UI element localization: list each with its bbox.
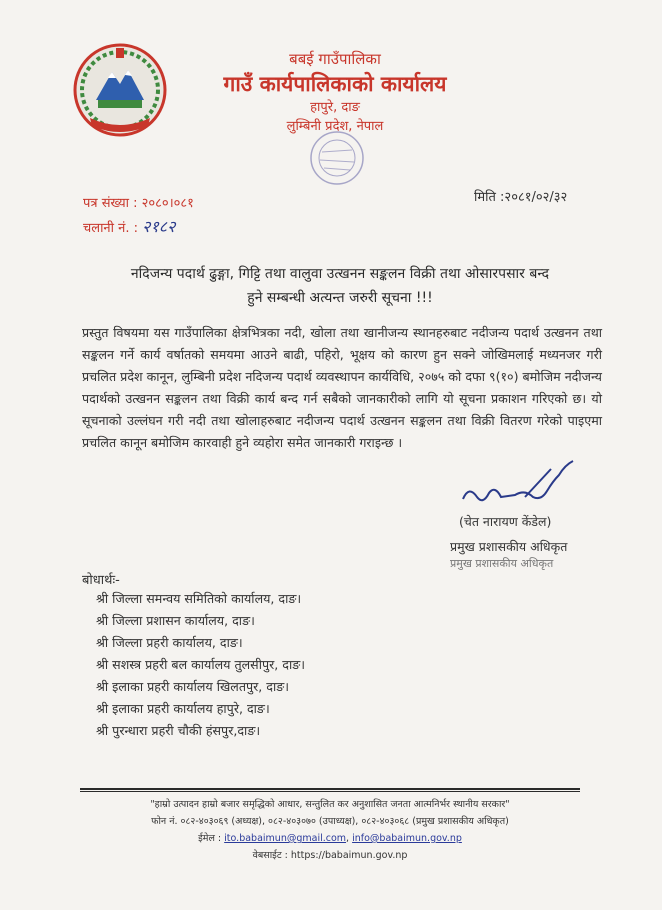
office-name: गाउँ कार्यपालिकाको कार्यालय (223, 72, 447, 96)
notice-body: प्रस्तुत विषयमा यस गाउँपालिका क्षेत्रभित्रका नदी, खोला तथा खानीजन्य स्थानहरुबाट नदीजन्य पदार्थ उत्खनन तथा सङ्कलन गर्ने कार्य वर्षातको समयमा आउने बाढी, पहिरो, भूक्षय को कारण हुन सक्ने जोखिमलाई मध्यनजर गरी प्रचलित प्रदेश कानून, लुम्बिनी प्रदेश नदिजन्य पदार्थ व्यवस्थापन कार्यविधि, २०७५ को दफा ९(१०) बमोजिम नदीजन्य पदार्थको उत्खनन सङ्कलन तथा विक्री कार्य बन्द गर्न सबैको जानकारीको लागि यो सूचना प्रकाशन गरिएको छ। यो सूचनाको उल्लंघन गरी नदी तथा खोलाहरुबाट नदीजन्य पदार्थ उत्खनन सङ्कलन तथा विक्री वितरण गरेको पाइएमा प्रचलित कानून बमोजिम कारवाही हुने व्यहोरा समेत जानकारी गराइन्छ । (82, 325, 602, 450)
office-header (170, 48, 500, 136)
municipality-name: बबई गाउँपालिका (289, 50, 381, 68)
patra-sankhya (83, 193, 194, 211)
cc-item: श्री पुरन्धारा प्रहरी चौकी हंसपुर,दाङ। (96, 723, 261, 738)
email-link-2[interactable]: info@babaimun.gov.np (352, 833, 462, 844)
cc-item: श्री जिल्ला समन्वय समितिको कार्यालय, दाङ। (96, 591, 302, 606)
signatory-name: (चेत नारायण केंडेल) (459, 514, 552, 529)
subject-line-1: नदिजन्य पदार्थ ढुङ्गा, गिट्टि तथा वालुवा उत्खनन सङ्कलन विक्री तथा ओसारपसार बन्द (130, 266, 550, 282)
province-name: लुम्बिनी प्रदेश, नेपाल (286, 119, 384, 134)
patra-label: पत्र संख्या : (83, 196, 138, 211)
footer-email (80, 830, 580, 847)
subject-line-2: हुने सम्बन्धी अत्यन्त जरुरी सूचना !!! (247, 290, 433, 306)
chalani-number (83, 215, 175, 237)
chalani-label: चलानी नं. : (83, 221, 139, 236)
footer (80, 796, 580, 864)
office-stamp-icon (302, 128, 372, 188)
letter-date: मिति :२०८१/०२/३२ (474, 190, 568, 205)
nepal-emblem-icon (70, 40, 170, 140)
footer-phone: फोन नं. ०८२-४०३०६९ (अध्यक्ष), ०८२-४०३०७० (उपाध्यक्ष), ०८२-४०३०६८ (प्रमुख प्रशासकीय अधिकृत) (151, 816, 509, 827)
website-label: वेबसाईट : (252, 850, 288, 861)
cc-label: बोधार्थः- (82, 573, 120, 588)
cc-item: श्री जिल्ला प्रहरी कार्यालय, दाङ। (96, 635, 243, 650)
email-separator: , (346, 833, 353, 844)
cc-item: श्री इलाका प्रहरी कार्यालय खिलतपुर, दाङ। (96, 679, 290, 694)
footer-divider (80, 788, 580, 790)
signatory-stamp: प्रमुख प्रशासकीय अधिकृत (450, 557, 554, 570)
cc-item: श्री इलाका प्रहरी कार्यालय हापुरे, दाङ। (96, 701, 270, 716)
chalani-value: २१८२ (142, 217, 176, 236)
signature-icon (455, 455, 585, 515)
signatory-title: प्रमुख प्रशासकीय अधिकृत (450, 539, 568, 554)
footer-divider-thin (80, 791, 580, 792)
email-link-1[interactable]: ito.babaimun@gmail.com (224, 833, 347, 844)
cc-item: श्री सशस्त्र प्रहरी बल कार्यालय तुलसीपुर, दाङ। (96, 657, 306, 672)
patra-value: २०८०।०८१ (141, 196, 194, 211)
email-label: ईमेल : (198, 833, 222, 844)
website-link[interactable]: https://babaimun.gov.np (290, 850, 408, 861)
footer-motto: "हाम्रो उत्पादन हाम्रो बजार समृद्धिको आधार, सन्तुलित कर अनुशासित जनता आत्मनिर्भर स्थानीय सरकार" (150, 799, 510, 810)
cc-item: श्री जिल्ला प्रशासन कार्यालय, दाङ। (96, 613, 255, 628)
cc-list (96, 588, 305, 742)
office-address: हापुरे, दाङ (310, 100, 360, 115)
footer-website (80, 847, 580, 864)
subject (80, 262, 600, 310)
